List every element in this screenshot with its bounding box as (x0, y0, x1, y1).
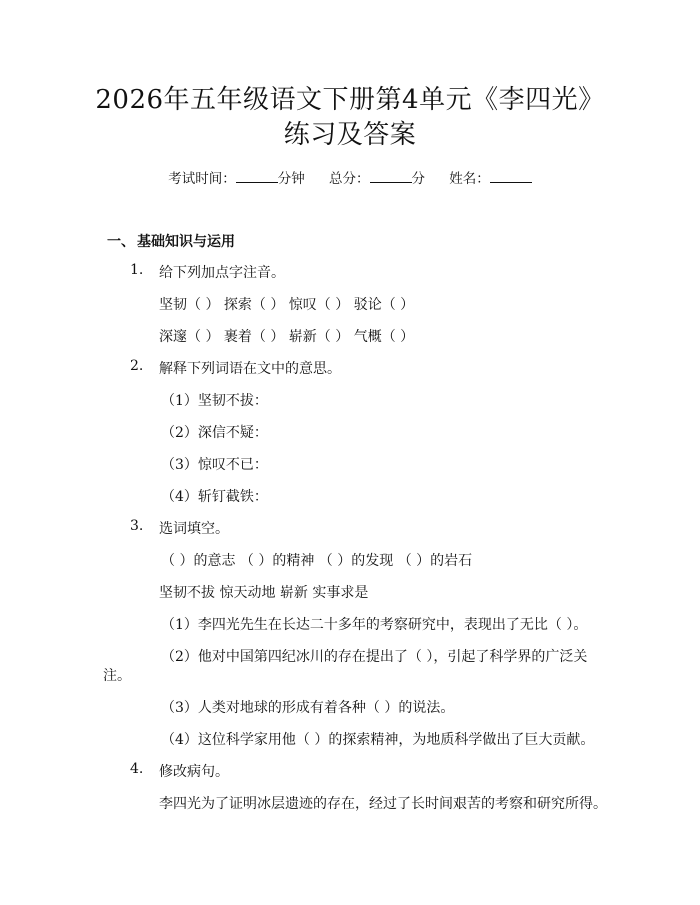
question-2-item-3: （3）惊叹不已： (161, 457, 268, 473)
question-2-prompt: 解释下列词语在文中的意思。 (159, 361, 341, 377)
question-3-item-1: （1）李四光先生在长达二十多年的考察研究中，表现出了无比（ ）。 (161, 617, 588, 633)
question-3-item-2-continued: 注。 (103, 668, 131, 684)
exam-score-unit: 分 (411, 171, 425, 187)
question-3-prompt: 选词填空。 (159, 521, 229, 537)
question-3-blanks: （ ）的意志 （ ）的精神 （ ）的发现 （ ）的岩石 (161, 553, 473, 569)
question-3-item-3: （3）人类对地球的形成有着各种（ ）的说法。 (161, 700, 455, 716)
question-2-item-1: （1）坚韧不拔： (161, 393, 268, 409)
question-4-sentence: 李四光为了证明冰层遗迹的存在，经过了长时间艰苦的考察和研究所得。 (159, 796, 607, 812)
document-title-line2: 练习及答案 (283, 120, 417, 150)
exam-name-field (449, 167, 532, 187)
question-4-number: 4. (130, 761, 144, 777)
exam-name-blank (490, 170, 532, 183)
exam-time-label: 考试时间： (168, 171, 236, 187)
question-1-number: 1. (130, 262, 144, 278)
document-title-line1: 2026年五年级语文下册第4单元《李四光》 (95, 85, 605, 115)
exam-score-label: 总分： (329, 171, 370, 187)
question-3-word-bank: 坚韧不拔 惊天动地 崭新 实事求是 (159, 585, 369, 601)
exam-time-field (168, 167, 305, 187)
exam-info-bar (0, 167, 700, 187)
section-number: 一、 (107, 234, 135, 250)
exam-name-label: 姓名： (449, 171, 490, 187)
question-3-item-2: （2）他对中国第四纪冰川的存在提出了（ ），引起了科学界的广泛关 (161, 649, 588, 665)
exam-time-unit: 分钟 (277, 171, 305, 187)
question-1-row1: 坚韧（ ） 探索（ ） 惊叹（ ） 驳论（ ） (159, 297, 415, 313)
section-title: 基础知识与运用 (137, 234, 235, 250)
question-1-prompt: 给下列加点字注音。 (159, 265, 285, 281)
section-heading (107, 231, 235, 251)
question-4-prompt: 修改病句。 (159, 764, 229, 780)
question-2-number: 2. (130, 358, 144, 374)
question-1-row2: 深邃（ ） 裹着（ ） 崭新（ ） 气概（ ） (159, 329, 415, 345)
question-3-item-4: （4）这位科学家用他（ ）的探索精神，为地质科学做出了巨大贡献。 (161, 732, 595, 748)
exam-score-field (329, 167, 425, 187)
question-2-item-2: （2）深信不疑： (161, 425, 268, 441)
question-3-number: 3. (130, 518, 144, 534)
exam-score-blank (370, 170, 412, 183)
exam-time-blank (236, 170, 278, 183)
question-2-item-4: （4）斩钉截铁： (161, 489, 268, 505)
